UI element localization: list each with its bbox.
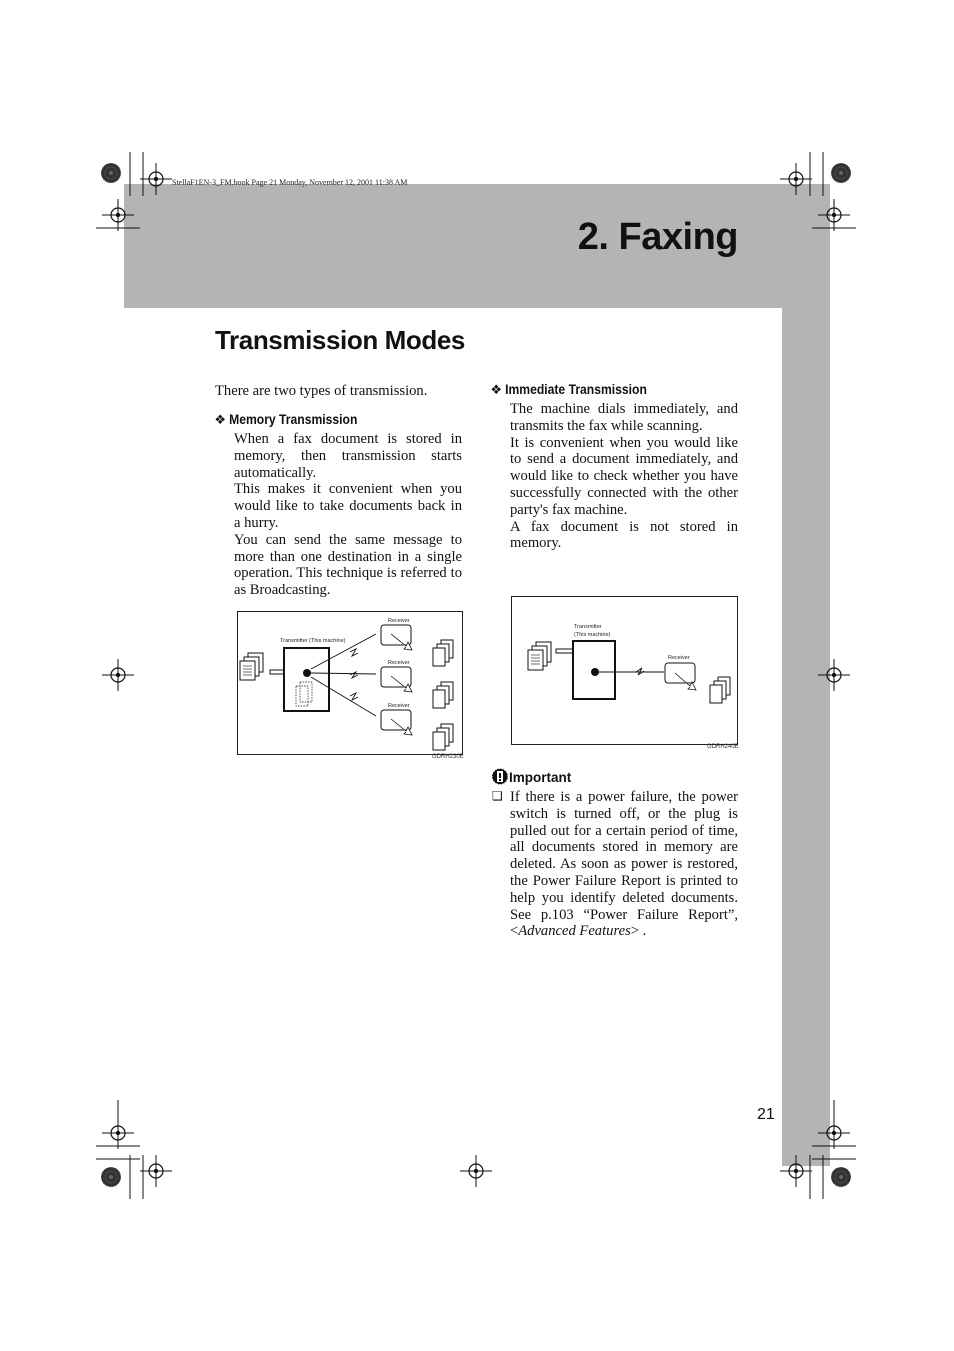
broadcast-illustration	[238, 612, 462, 754]
chapter-title: 2. Faxing	[577, 216, 738, 258]
receiver-label: Receiver	[388, 703, 410, 709]
print-header-note: StellaF1EN-3_FM.book Page 21 Monday, November 12, 2001 11:38 AM	[172, 178, 408, 187]
checkbox-bullet-icon: ❑	[492, 789, 503, 803]
original-document-stack	[528, 642, 551, 670]
immediate-paragraph: A fax document is not stored in memory.	[510, 518, 738, 552]
diamond-bullet-icon: ❖	[490, 382, 503, 397]
transmitter-label: (This machine)	[574, 632, 611, 638]
receiver-machine	[381, 625, 411, 645]
receiver-1	[381, 618, 453, 666]
memory-transmission-heading	[215, 412, 357, 428]
registration-mark	[102, 1117, 134, 1149]
immediate-paragraph: The machine dials immediately, and transmits the fax while scanning.	[510, 401, 738, 434]
registration-mark	[780, 1155, 812, 1187]
original-document-stack	[240, 653, 263, 680]
immediate-transmission-figure	[511, 596, 738, 745]
burst-mark	[831, 1167, 851, 1187]
burst-mark	[831, 163, 851, 183]
receiver-label: Receiver	[388, 618, 410, 624]
section-title: Transmission Modes	[215, 325, 465, 355]
registration-mark	[140, 1155, 172, 1187]
transmitter-label: Transmitter	[574, 624, 602, 630]
figure-code: GDRH230E	[432, 754, 464, 760]
receiver-3	[381, 703, 453, 750]
receiver-machine	[381, 667, 411, 687]
transmitter-label: Transmitter (This machine)	[280, 638, 346, 644]
receiver-2	[381, 660, 453, 708]
memory-body	[234, 431, 462, 599]
immediate-paragraph: It is convenient when you would like to send a document immediately, and would like to check whether you have successfully connected with the other party's fax machine.	[510, 434, 738, 518]
registration-mark	[818, 1117, 850, 1149]
intro-text: There are two types of transmission.	[215, 383, 428, 399]
burst-mark	[101, 163, 121, 183]
immediate-illustration	[512, 597, 737, 744]
receiver-label: Receiver	[388, 660, 410, 666]
registration-mark	[102, 659, 134, 691]
registration-mark	[460, 1155, 492, 1187]
burst-mark	[101, 1167, 121, 1187]
important-heading-text: Important	[509, 770, 572, 785]
immediate-transmission-heading	[491, 382, 647, 398]
receiver-machine	[381, 710, 411, 730]
receiver-machine	[665, 663, 695, 683]
important-reference-tail: .	[639, 923, 647, 940]
crop-lines	[96, 152, 856, 1199]
memory-paragraph: When a fax document is stored in memory, then transmission starts automatically.	[234, 431, 462, 481]
memory-paragraph: This makes it convenient when you would like to take documents back in a hurry.	[234, 481, 462, 531]
immediate-body	[510, 401, 738, 552]
registration-mark	[780, 163, 812, 195]
important-reference-title: Advanced Features	[518, 923, 631, 940]
immediate-heading-text: Immediate Transmission	[505, 382, 647, 397]
transmitter-dot	[591, 668, 599, 676]
receiver-label: Receiver	[668, 655, 690, 661]
page-number: 21	[757, 1106, 775, 1123]
important-icon	[491, 768, 509, 785]
memory-transmission-figure	[237, 611, 463, 755]
memory-paragraph: You can send the same message to more than one destination in a single operation. This technique is referred to as Broadcasting.	[234, 531, 462, 599]
registration-mark	[140, 163, 172, 195]
important-body: If there is a power failure, the power switch is turned off, or the plug is pulled out for a certain period of time, all documents stored in memory are deleted. As soon as power is restored, the Power Failure Report is printed to help you identify deleted documents. See p.103 “Power Failure Report”, <Advanced Features> .	[510, 789, 738, 940]
important-heading	[491, 768, 571, 785]
transmitter-dot	[303, 669, 311, 677]
transmitter-machine	[284, 648, 329, 711]
registration-mark	[818, 199, 850, 231]
memory-heading-text: Memory Transmission	[229, 412, 358, 427]
received-document-stack	[710, 677, 730, 703]
figure-code: GDRH240E	[707, 744, 739, 750]
registration-mark	[818, 659, 850, 691]
important-text: If there is a power failure, the power switch is turned off, or the plug is pulled out for a certain period of time, all documents stored in memory are deleted. As soon as power is restored, the Power Failure Report is printed to help you identify deleted documents. See p.103 “Power Failure Report”,	[510, 789, 738, 923]
registration-mark	[102, 199, 134, 231]
diamond-bullet-icon: ❖	[214, 412, 227, 427]
